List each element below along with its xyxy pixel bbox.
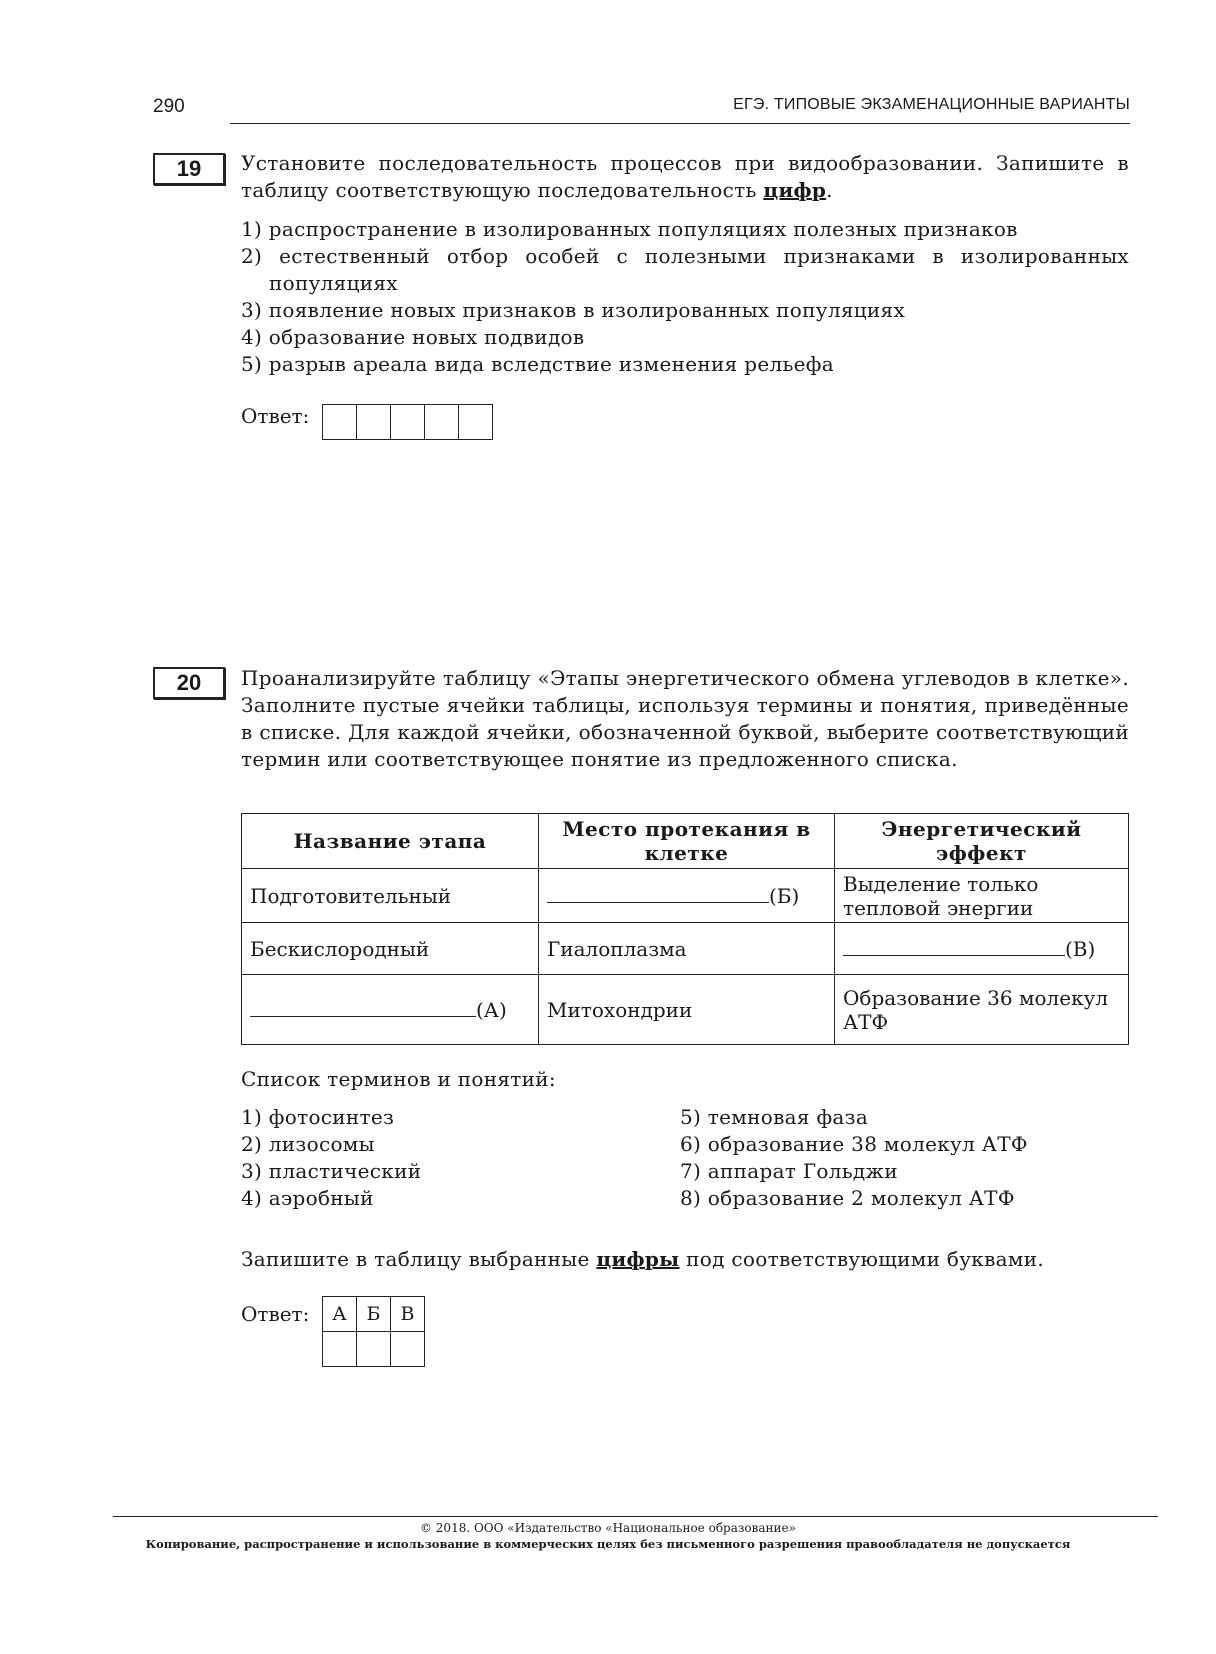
- term-item: 2) лизосомы: [241, 1132, 375, 1156]
- task-19-options-list: [241, 216, 1129, 378]
- table-header-cell: Энергетический эффект: [835, 814, 1129, 869]
- task-20-intro: Проанализируйте таблицу «Этапы энергетического обмена углеводов в клетке». Заполните пустые ячейки таблицы, используя термины и понятия, приведённые в списке. Для каждой ячейки, обозначенной буквой, выберите соответствующий термин или соответствующее понятие из предложенного списка.: [241, 666, 1129, 771]
- task-19-answer-cell[interactable]: [323, 405, 357, 439]
- task-19-answer-cell[interactable]: [425, 405, 459, 439]
- blank-line: [547, 884, 769, 903]
- task-19-intro-text: Установите последовательность процессов при видообразовании. Запишите в таблицу соответствующую последовательность: [241, 151, 1129, 202]
- footer-divider: [113, 1516, 1158, 1517]
- term-item: 8) образование 2 молекул АТФ: [680, 1186, 1015, 1210]
- term-item: 4) аэробный: [241, 1186, 374, 1210]
- terms-list-right: [680, 1104, 1130, 1212]
- table-cell-blank-v: [835, 923, 1129, 975]
- running-header-title: ЕГЭ. ТИПОВЫЕ ЭКЗАМЕНАЦИОННЫЕ ВАРИАНТЫ: [733, 96, 1130, 113]
- answer-digit-cell[interactable]: [357, 1332, 391, 1367]
- answer-letter-cell: В: [391, 1297, 425, 1332]
- term-item: 3) пластический: [241, 1159, 422, 1183]
- task-19-option: 1) распространение в изолированных популяциях полезных признаков: [241, 217, 1018, 241]
- table-cell: Митохондрии: [539, 975, 835, 1045]
- term-item: 7) аппарат Гольджи: [680, 1159, 898, 1183]
- task-20-answer-label: Ответ:: [241, 1302, 310, 1326]
- blank-line: [250, 998, 476, 1017]
- blank-letter: (А): [476, 997, 507, 1022]
- instruction-end: под соответствующими буквами.: [679, 1247, 1045, 1271]
- table-header-cell: Название этапа: [242, 814, 539, 869]
- header-divider: [230, 123, 1130, 124]
- table-cell: Подготовительный: [242, 869, 539, 923]
- terms-list-left: [241, 1104, 661, 1212]
- table-cell-blank-a: [242, 975, 539, 1045]
- instruction-emphasis: цифры: [596, 1247, 680, 1271]
- answer-letter-cell: А: [323, 1297, 357, 1332]
- task-19-intro: [241, 150, 1129, 204]
- table-cell: Гиалоплазма: [539, 923, 835, 975]
- table-cell: Образование 36 молекул АТФ: [835, 975, 1129, 1045]
- table-row: [242, 975, 1129, 1045]
- answer-letters-row: [323, 1297, 425, 1332]
- task-19-number-box: 19: [153, 153, 225, 185]
- term-item: 5) темновая фаза: [680, 1105, 869, 1129]
- answer-digit-cell[interactable]: [323, 1332, 357, 1367]
- answer-letter-cell: Б: [357, 1297, 391, 1332]
- footer-copyright: © 2018. ООО «Издательство «Национальное образование»: [419, 1521, 796, 1535]
- energy-stages-table: [241, 813, 1129, 1045]
- terms-list-title: Список терминов и понятий:: [241, 1067, 556, 1091]
- task-19-answer-grid: [322, 404, 493, 440]
- table-row: [242, 923, 1129, 975]
- table-header-row: [242, 814, 1129, 869]
- blank-line: [843, 937, 1065, 956]
- answer-digits-row: [323, 1332, 425, 1367]
- page-number: 290: [153, 96, 185, 117]
- table-cell: Выделение только тепловой энергии: [835, 869, 1129, 923]
- task-20-number-box: 20: [153, 667, 225, 699]
- term-item: 1) фотосинтез: [241, 1105, 395, 1129]
- table-cell-blank-b: [539, 869, 835, 923]
- task-19-option: 4) образование новых подвидов: [241, 325, 585, 349]
- table-header-cell: Место протекания в клетке: [539, 814, 835, 869]
- task-19-intro-emphasis: цифр: [763, 178, 827, 202]
- task-19-intro-end: .: [826, 178, 833, 202]
- table-cell: Бескислородный: [242, 923, 539, 975]
- task-19-answer-cell[interactable]: [459, 405, 492, 439]
- term-item: 6) образование 38 молекул АТФ: [680, 1132, 1028, 1156]
- blank-letter: (Б): [769, 883, 800, 908]
- answer-digit-cell[interactable]: [391, 1332, 425, 1367]
- task-19-option: 2) естественный отбор особей с полезными признаками в изолированных популяциях: [241, 244, 1129, 295]
- task-19-answer-cell[interactable]: [357, 405, 391, 439]
- task-19-answer-label: Ответ:: [241, 404, 310, 428]
- task-19-option: 5) разрыв ареала вида вследствие изменения рельефа: [241, 352, 834, 376]
- instruction-text: Запишите в таблицу выбранные: [241, 1247, 597, 1271]
- task-19-answer-cell[interactable]: [391, 405, 425, 439]
- footer-notice: Копирование, распространение и использование в коммерческих целях без письменного разрешения правообладателя не допускается: [145, 1537, 1071, 1551]
- task-20-instruction: [241, 1246, 1044, 1273]
- blank-letter: (В): [1065, 936, 1096, 961]
- task-19-option: 3) появление новых признаков в изолированных популяциях: [241, 298, 906, 322]
- table-row: [242, 869, 1129, 923]
- task-20-answer-table: [322, 1296, 425, 1367]
